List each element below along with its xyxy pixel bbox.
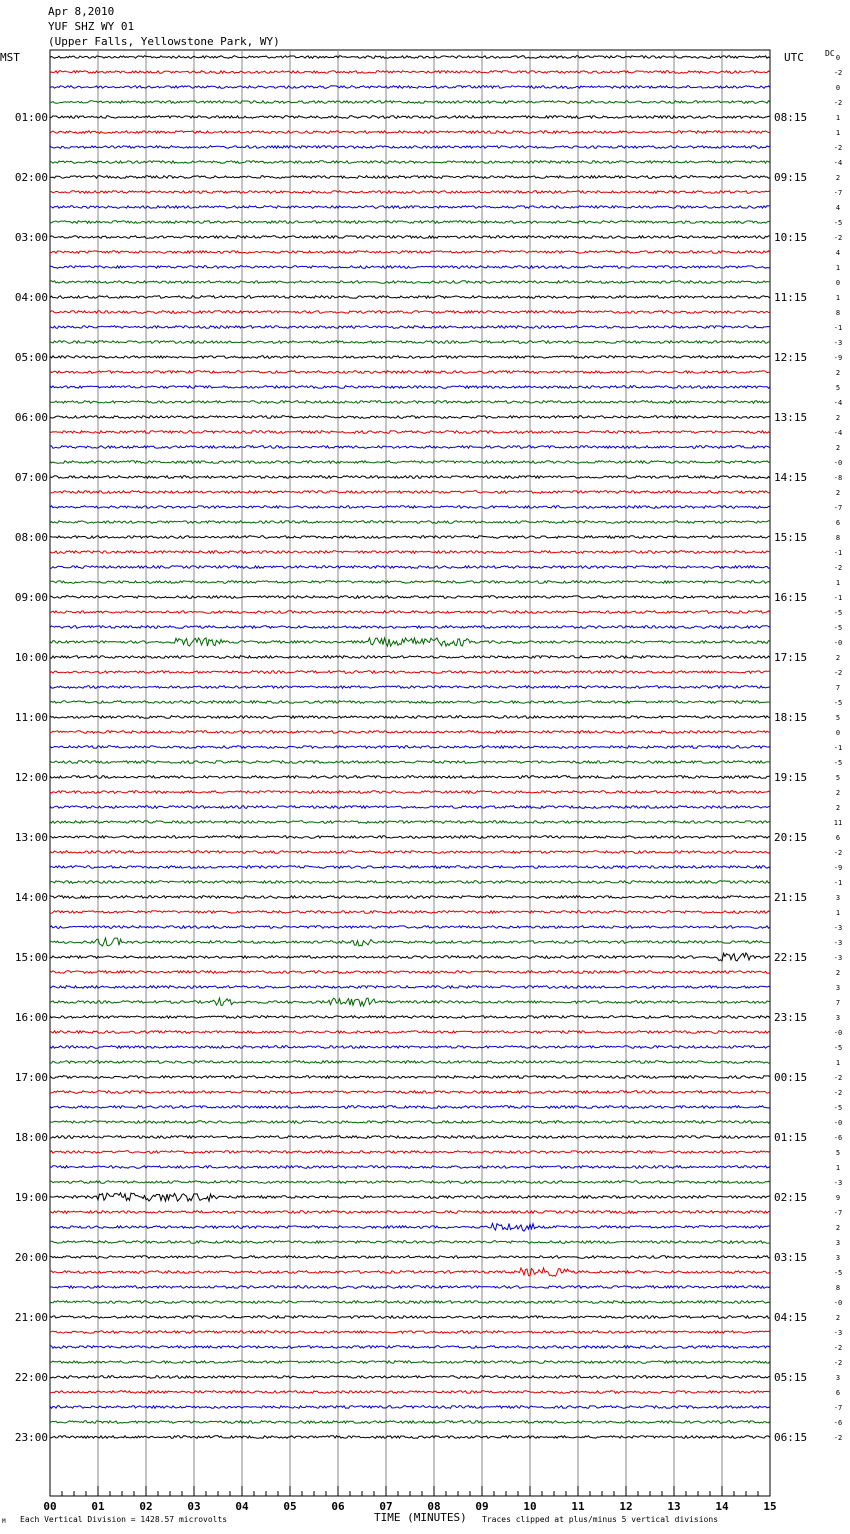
dc-offset-label: 5 (835, 774, 841, 782)
left-hour-label: 11:00 (14, 711, 48, 724)
dc-offset-label: 2 (835, 369, 841, 377)
hour-labels (15, 54, 842, 1444)
trace-line (50, 581, 770, 584)
dc-offset-label: -3 (833, 1179, 843, 1187)
trace-line (50, 1376, 770, 1379)
dc-offset-label: 4 (835, 204, 841, 212)
left-hour-label: 10:00 (14, 651, 48, 664)
dc-offset-label: 0 (835, 279, 841, 287)
trace-line (50, 791, 770, 794)
dc-offset-label: -6 (833, 1134, 843, 1142)
trace-line (50, 731, 770, 734)
right-hour-label: 00:15 (774, 1071, 808, 1084)
x-tick-label: 00 (43, 1500, 57, 1513)
dc-offset-label: -2 (833, 849, 843, 857)
dc-offset-label: -0 (833, 639, 843, 647)
right-hour-label: 16:15 (774, 591, 808, 604)
trace-line (50, 1106, 770, 1109)
left-hour-label: 19:00 (14, 1191, 48, 1204)
trace-line (50, 1136, 770, 1139)
left-hour-label: 21:00 (14, 1311, 48, 1324)
right-hour-label: 04:15 (774, 1311, 808, 1324)
dc-offset-label: 2 (835, 1314, 841, 1322)
trace-line (50, 1316, 770, 1319)
trace-line (50, 1121, 770, 1124)
dc-offset-label: 2 (835, 789, 841, 797)
dc-offset-label: 0 (835, 54, 841, 62)
trace-line (50, 266, 770, 269)
right-hour-label: 01:15 (774, 1131, 808, 1144)
trace-line (50, 896, 770, 899)
trace-line (50, 1061, 770, 1064)
dc-offset-label: -7 (833, 1404, 843, 1412)
trace-line (50, 1181, 770, 1184)
x-tick-label: 14 (715, 1500, 729, 1513)
minute-grid (50, 50, 770, 1496)
x-tick-label: 02 (139, 1500, 153, 1513)
trace-line (50, 1346, 770, 1349)
x-tick-label: 03 (187, 1500, 201, 1513)
dc-offset-label: 2 (835, 969, 841, 977)
trace-line (50, 656, 770, 659)
left-hour-label: 08:00 (14, 531, 48, 544)
trace-line (50, 1151, 770, 1154)
right-hour-label: 18:15 (774, 711, 808, 724)
dc-offset-label: -5 (833, 1269, 843, 1277)
dc-offset-label: 2 (835, 1224, 841, 1232)
dc-offset-label: 3 (835, 1254, 841, 1262)
trace-line (50, 221, 770, 224)
trace-line (50, 431, 770, 434)
x-tick-label: 06 (331, 1500, 345, 1513)
left-hour-label: 04:00 (14, 291, 48, 304)
time-axis (43, 1486, 776, 1513)
dc-offset-label: -2 (833, 1344, 843, 1352)
trace-line (50, 176, 770, 179)
trace-rows (50, 56, 770, 1439)
dc-offset-label: -2 (833, 69, 843, 77)
right-hour-label: 23:15 (774, 1011, 808, 1024)
dc-offset-label: 2 (835, 654, 841, 662)
trace-line (50, 1046, 770, 1049)
right-hour-label: 02:15 (774, 1191, 808, 1204)
left-hour-label: 20:00 (14, 1251, 48, 1264)
dc-offset-label: -5 (833, 699, 843, 707)
trace-line (50, 686, 770, 689)
dc-offset-label: -2 (833, 1089, 843, 1097)
right-hour-label: 06:15 (774, 1431, 808, 1444)
x-axis-title: TIME (MINUTES) (374, 1511, 467, 1524)
dc-offset-label: 6 (835, 519, 841, 527)
trace-line (50, 761, 770, 764)
trace-line (50, 296, 770, 299)
dc-offset-label: -0 (833, 1299, 843, 1307)
dc-offset-label: 1 (835, 579, 841, 587)
dc-offset-label: 7 (835, 684, 841, 692)
trace-line (50, 836, 770, 839)
trace-line (50, 776, 770, 779)
trace-line (50, 851, 770, 854)
x-tick-label: 07 (379, 1500, 393, 1513)
dc-offset-label: 2 (835, 444, 841, 452)
dc-offset-label: -3 (833, 939, 843, 947)
trace-line (50, 206, 770, 209)
x-tick-label: 15 (763, 1500, 777, 1513)
left-hour-label: 05:00 (14, 351, 48, 364)
dc-offset-label: 8 (835, 1284, 841, 1292)
trace-line (50, 626, 770, 629)
left-hour-label: 13:00 (14, 831, 48, 844)
dc-offset-label: -1 (833, 594, 843, 602)
right-hour-label: 11:15 (774, 291, 808, 304)
trace-line (50, 116, 770, 119)
x-tick-label: 10 (523, 1500, 537, 1513)
dc-offset-label: 1 (835, 264, 841, 272)
dc-offset-label: -2 (833, 669, 843, 677)
trace-line (50, 356, 770, 359)
right-hour-label: 19:15 (774, 771, 808, 784)
left-hour-label: 14:00 (14, 891, 48, 904)
trace-line (50, 986, 770, 989)
header-station: YUF SHZ WY 01 (48, 20, 135, 33)
trace-line (50, 746, 770, 749)
dc-offset-label: 3 (835, 894, 841, 902)
dc-offset-label: -9 (833, 354, 843, 362)
right-hour-label: 09:15 (774, 171, 808, 184)
dc-offset-label: 7 (835, 999, 841, 1007)
right-hour-label: 22:15 (774, 951, 808, 964)
left-hour-label: 18:00 (14, 1131, 48, 1144)
trace-line (50, 236, 770, 239)
left-hour-label: 02:00 (14, 171, 48, 184)
dc-offset-label: -8 (833, 474, 843, 482)
right-hour-label: 21:15 (774, 891, 808, 904)
header-location: (Upper Falls, Yellowstone Park, WY) (48, 35, 280, 48)
dc-offset-label: 3 (835, 984, 841, 992)
trace-line (50, 716, 770, 719)
dc-offset-label: 1 (835, 129, 841, 137)
dc-offset-label: -5 (833, 759, 843, 767)
trace-line (50, 1421, 770, 1424)
trace-line (50, 311, 770, 314)
dc-offset-label: -0 (833, 1029, 843, 1037)
trace-line (50, 371, 770, 374)
trace-line (50, 536, 770, 539)
left-hour-label: 03:00 (14, 231, 48, 244)
trace-line (50, 251, 770, 254)
dc-offset-label: 2 (835, 414, 841, 422)
trace-line (50, 386, 770, 389)
dc-offset-label: 2 (835, 174, 841, 182)
dc-offset-label: -7 (833, 504, 843, 512)
dc-offset-label: -4 (833, 429, 843, 437)
trace-line (50, 971, 770, 974)
trace-line (50, 161, 770, 164)
dc-label: DC (825, 49, 835, 58)
vertical-division-note: Each Vertical Division = 1428.57 microvolts (20, 1515, 228, 1524)
dc-offset-label: 5 (835, 384, 841, 392)
left-hour-label: 16:00 (14, 1011, 48, 1024)
dc-offset-label: 2 (835, 804, 841, 812)
left-hour-label: 22:00 (14, 1371, 48, 1384)
trace-line (50, 566, 770, 569)
dc-offset-label: 5 (835, 714, 841, 722)
x-tick-label: 08 (427, 1500, 441, 1513)
trace-line (50, 101, 770, 104)
left-hour-label: 06:00 (14, 411, 48, 424)
dc-offset-label: 8 (835, 534, 841, 542)
trace-line (50, 1091, 770, 1094)
trace-line (50, 1268, 770, 1276)
trace-line (50, 1331, 770, 1334)
trace-line (50, 671, 770, 674)
trace-line (50, 341, 770, 344)
right-hour-label: 20:15 (774, 831, 808, 844)
trace-line (50, 461, 770, 464)
dc-offset-label: -5 (833, 1044, 843, 1052)
trace-line (50, 551, 770, 554)
dc-offset-label: -7 (833, 1209, 843, 1217)
right-hour-label: 12:15 (774, 351, 808, 364)
trace-line (50, 56, 770, 59)
right-hour-label: 17:15 (774, 651, 808, 664)
left-hour-label: 07:00 (14, 471, 48, 484)
dc-offset-label: -4 (833, 399, 843, 407)
clipping-note: Traces clipped at plus/minus 5 vertical divisions (482, 1515, 719, 1524)
x-tick-label: 05 (283, 1500, 297, 1513)
trace-line (50, 446, 770, 449)
dc-offset-label: -2 (833, 1359, 843, 1367)
left-hour-label: 12:00 (14, 771, 48, 784)
right-hour-label: 05:15 (774, 1371, 808, 1384)
trace-line (50, 1016, 770, 1019)
trace-line (50, 416, 770, 419)
dc-offset-label: 2 (835, 489, 841, 497)
dc-offset-label: -9 (833, 864, 843, 872)
trace-line (50, 1256, 770, 1259)
dc-offset-label: -2 (833, 1434, 843, 1442)
trace-line (50, 1076, 770, 1079)
trace-line (50, 281, 770, 284)
trace-line (50, 71, 770, 74)
dc-offset-label: 6 (835, 1389, 841, 1397)
dc-offset-label: 3 (835, 1374, 841, 1382)
x-tick-label: 09 (475, 1500, 489, 1513)
dc-offset-label: 0 (835, 84, 841, 92)
trace-line (50, 821, 770, 824)
trace-line (50, 191, 770, 194)
dc-offset-label: 0 (835, 729, 841, 737)
dc-offset-label: -1 (833, 744, 843, 752)
trace-line (50, 638, 770, 646)
trace-line (50, 596, 770, 599)
trace-line (50, 1166, 770, 1169)
x-tick-label: 01 (91, 1500, 105, 1513)
trace-line (50, 938, 770, 946)
trace-line (50, 911, 770, 914)
trace-line (50, 1241, 770, 1244)
trace-line (50, 998, 770, 1006)
trace-line (50, 521, 770, 524)
dc-offset-label: 1 (835, 114, 841, 122)
trace-line (50, 806, 770, 809)
corner-mark: M (2, 1518, 6, 1525)
dc-offset-label: -1 (833, 324, 843, 332)
trace-line (50, 1223, 770, 1231)
right-hour-label: 14:15 (774, 471, 808, 484)
left-hour-label: 15:00 (14, 951, 48, 964)
dc-offset-label: -7 (833, 189, 843, 197)
trace-line (50, 953, 770, 961)
trace-line (50, 1361, 770, 1364)
dc-offset-label: -5 (833, 624, 843, 632)
left-hour-label: 01:00 (14, 111, 48, 124)
dc-offset-label: -2 (833, 234, 843, 242)
trace-line (50, 1436, 770, 1439)
right-hour-label: 03:15 (774, 1251, 808, 1264)
trace-line (50, 1406, 770, 1409)
dc-offset-label: -2 (833, 99, 843, 107)
left-hour-label: 17:00 (14, 1071, 48, 1084)
x-tick-label: 12 (619, 1500, 633, 1513)
dc-offset-label: 3 (835, 1239, 841, 1247)
dc-offset-label: 9 (835, 1194, 841, 1202)
dc-offset-label: -2 (833, 144, 843, 152)
trace-line (50, 1391, 770, 1394)
plot-frame (50, 50, 770, 1496)
dc-offset-label: 1 (835, 1164, 841, 1172)
dc-offset-label: -5 (833, 1104, 843, 1112)
right-hour-label: 10:15 (774, 231, 808, 244)
dc-offset-label: -1 (833, 549, 843, 557)
dc-offset-label: 8 (835, 309, 841, 317)
trace-line (50, 1286, 770, 1289)
trace-line (50, 1211, 770, 1214)
left-zone-label: MST (0, 51, 20, 64)
trace-line (50, 926, 770, 929)
trace-line (50, 476, 770, 479)
right-zone-label: UTC (784, 51, 804, 64)
trace-line (50, 611, 770, 614)
dc-offset-label: -6 (833, 1419, 843, 1427)
trace-line (50, 146, 770, 149)
dc-offset-label: -3 (833, 339, 843, 347)
dc-offset-label: 3 (835, 1014, 841, 1022)
dc-offset-label: -5 (833, 219, 843, 227)
x-tick-label: 11 (571, 1500, 585, 1513)
trace-line (50, 86, 770, 89)
trace-line (50, 881, 770, 884)
trace-line (50, 1301, 770, 1304)
right-hour-label: 13:15 (774, 411, 808, 424)
dc-offset-label: 4 (835, 249, 841, 257)
dc-offset-label: 5 (835, 1149, 841, 1157)
dc-offset-label: -5 (833, 609, 843, 617)
dc-offset-label: -2 (833, 564, 843, 572)
left-hour-label: 23:00 (14, 1431, 48, 1444)
right-hour-label: 15:15 (774, 531, 808, 544)
dc-offset-label: -0 (833, 459, 843, 467)
dc-offset-label: 6 (835, 834, 841, 842)
trace-line (50, 1031, 770, 1034)
trace-line (50, 866, 770, 869)
dc-offset-label: -3 (833, 1329, 843, 1337)
dc-offset-label: -0 (833, 1119, 843, 1127)
left-hour-label: 09:00 (14, 591, 48, 604)
dc-offset-label: 1 (835, 1059, 841, 1067)
trace-line (50, 701, 770, 704)
trace-line (50, 326, 770, 329)
dc-offset-label: -4 (833, 159, 843, 167)
dc-offset-label: -3 (833, 954, 843, 962)
x-tick-label: 04 (235, 1500, 249, 1513)
trace-line (50, 131, 770, 134)
right-hour-label: 08:15 (774, 111, 808, 124)
dc-offset-label: -2 (833, 1074, 843, 1082)
trace-line (50, 1193, 770, 1201)
x-tick-label: 13 (667, 1500, 681, 1513)
dc-offset-label: 1 (835, 909, 841, 917)
header-date: Apr 8,2010 (48, 5, 115, 18)
trace-line (50, 401, 770, 404)
trace-line (50, 506, 770, 509)
dc-offset-label: 1 (835, 294, 841, 302)
dc-offset-label: -3 (833, 924, 843, 932)
dc-offset-label: 11 (833, 819, 843, 827)
trace-line (50, 491, 770, 494)
dc-offset-label: -1 (833, 879, 843, 887)
